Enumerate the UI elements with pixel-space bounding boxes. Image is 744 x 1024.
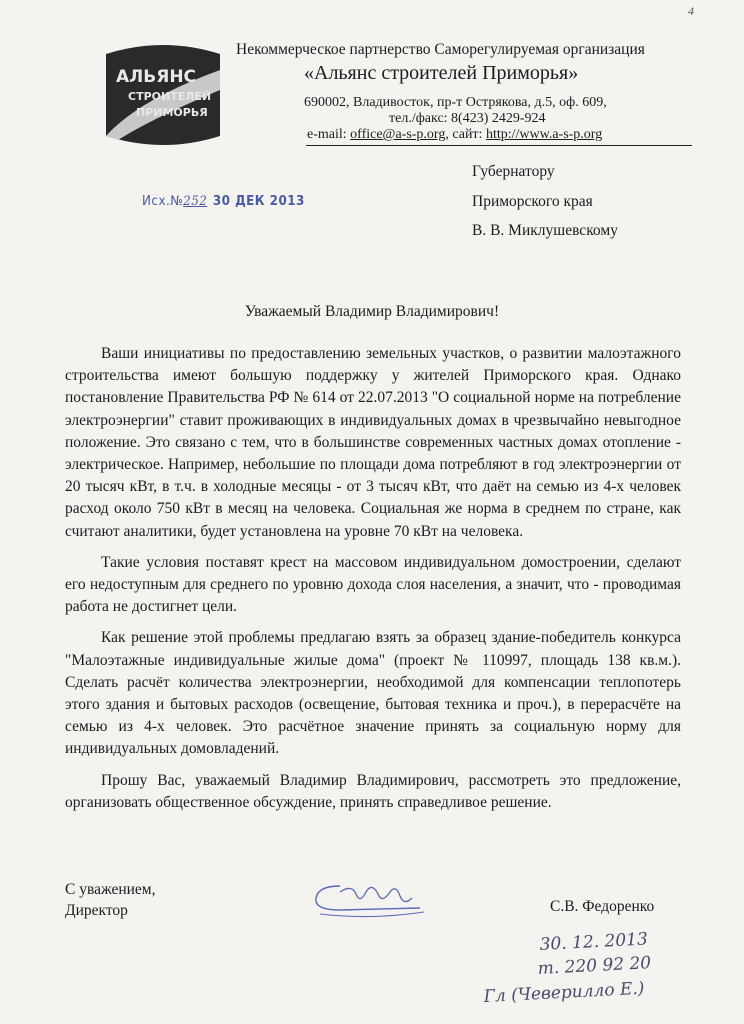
site-link[interactable]: http://www.a-s-p.org xyxy=(485,127,603,142)
site-label: , сайт: xyxy=(445,127,486,142)
paragraph: Прошу Вас, уважаемый Владимир Владимирович, рассмотреть это предложение, организовать общественное обсуждение, принять справедливое решение. xyxy=(65,771,681,811)
logo-text-2: СТРОИТЕЛЕЙ xyxy=(128,90,212,103)
closing-block xyxy=(65,879,156,921)
outgoing-prefix: Исх.№ xyxy=(142,194,184,209)
org-name: «Альянс строителей Приморья» xyxy=(304,62,579,84)
handwritten-executor: Гл (Чеверилло Е.) xyxy=(483,978,645,1007)
handwritten-phone: т. 220 92 20 xyxy=(537,953,652,979)
org-phone: тел./факс: 8(423) 2429-924 xyxy=(389,111,546,126)
logo-text-3: ПРИМОРЬЯ xyxy=(136,106,208,119)
closing-position: Директор xyxy=(65,902,128,919)
outgoing-number-stamp xyxy=(142,194,305,209)
recipient-region: Приморского края xyxy=(472,193,593,210)
org-contacts xyxy=(307,127,602,143)
email-link[interactable]: office@a-s-p.org xyxy=(350,127,446,142)
signature-image xyxy=(300,878,440,922)
salutation: Уважаемый Владимир Владимирович! xyxy=(244,303,500,320)
handwritten-date: 30. 12. 2013 xyxy=(539,929,649,955)
recipient-name: В. В. Миклушевскому xyxy=(472,222,618,239)
closing-regards: С уважением, xyxy=(65,881,156,898)
outgoing-date: 30 ДЕК 2013 xyxy=(212,194,305,209)
handwritten-notes xyxy=(470,928,720,1024)
org-type: Некоммерческое партнерство Саморегулируемая организация xyxy=(236,41,645,58)
paragraph: Как решение этой проблемы предлагаю взять за образец здание-победитель конкурса "Малоэтажные индивидуальные жилые дома" (проект № 110997, площадь 138 кв.м.). Сделать расчёт количества электроэнергии, необходимой для компенсации теплопотерь этого здания и бытовых расходов (освещение, бытовая техника и проч.), в перерасчёте на семью из 4-х человек. Это расчётное значение принять за социальную норму для индивидуальных домовладений. xyxy=(65,629,681,758)
organization-logo xyxy=(98,40,228,150)
paragraph: Такие условия поставят крест на массовом индивидуальном домостроении, сделают его недоступным для среднего по уровню дохода слоя населения, а значит, что - проводимая работа не достигнет цели. xyxy=(65,553,681,616)
signer-name: С.В. Федоренко xyxy=(550,898,655,915)
recipient-title: Губернатору xyxy=(472,163,555,180)
email-label: e-mail: xyxy=(307,127,351,142)
page-number: 4 xyxy=(688,4,694,18)
logo-text-1: АЛЬЯНС xyxy=(116,67,197,87)
org-address: 690002, Владивосток, пр-т Острякова, д.5, оф. 609, xyxy=(304,95,607,110)
outgoing-number: 252 xyxy=(183,194,208,209)
header-divider xyxy=(306,145,692,146)
letter-body xyxy=(65,343,681,823)
paragraph: Ваши инициативы по предоставлению земельных участков, о развитии малоэтажного строительства имеют большую поддержку у жителей Приморского края. Однако постановление Правительства РФ № 614 от 22.07.2013 "О социальной норме на потребление электроэнергии" ставит проживающих в индивидуальных домах в чрезвычайно невыгодное положение. Это связано с тем, что в большинстве современных частных домах отопление - электрическое. Например, небольшие по площади дома потребляют в год электроэнергии от 20 тысяч кВт, в т.ч. в холодные месяцы - от 3 тысяч кВт, что даёт на семью из 4-х человек расход около 750 кВт в месяц на человека. Социальная же норма в среднем по стране, как считают аналитики, будет установлена на уровне 70 кВт на человека. xyxy=(65,345,681,540)
